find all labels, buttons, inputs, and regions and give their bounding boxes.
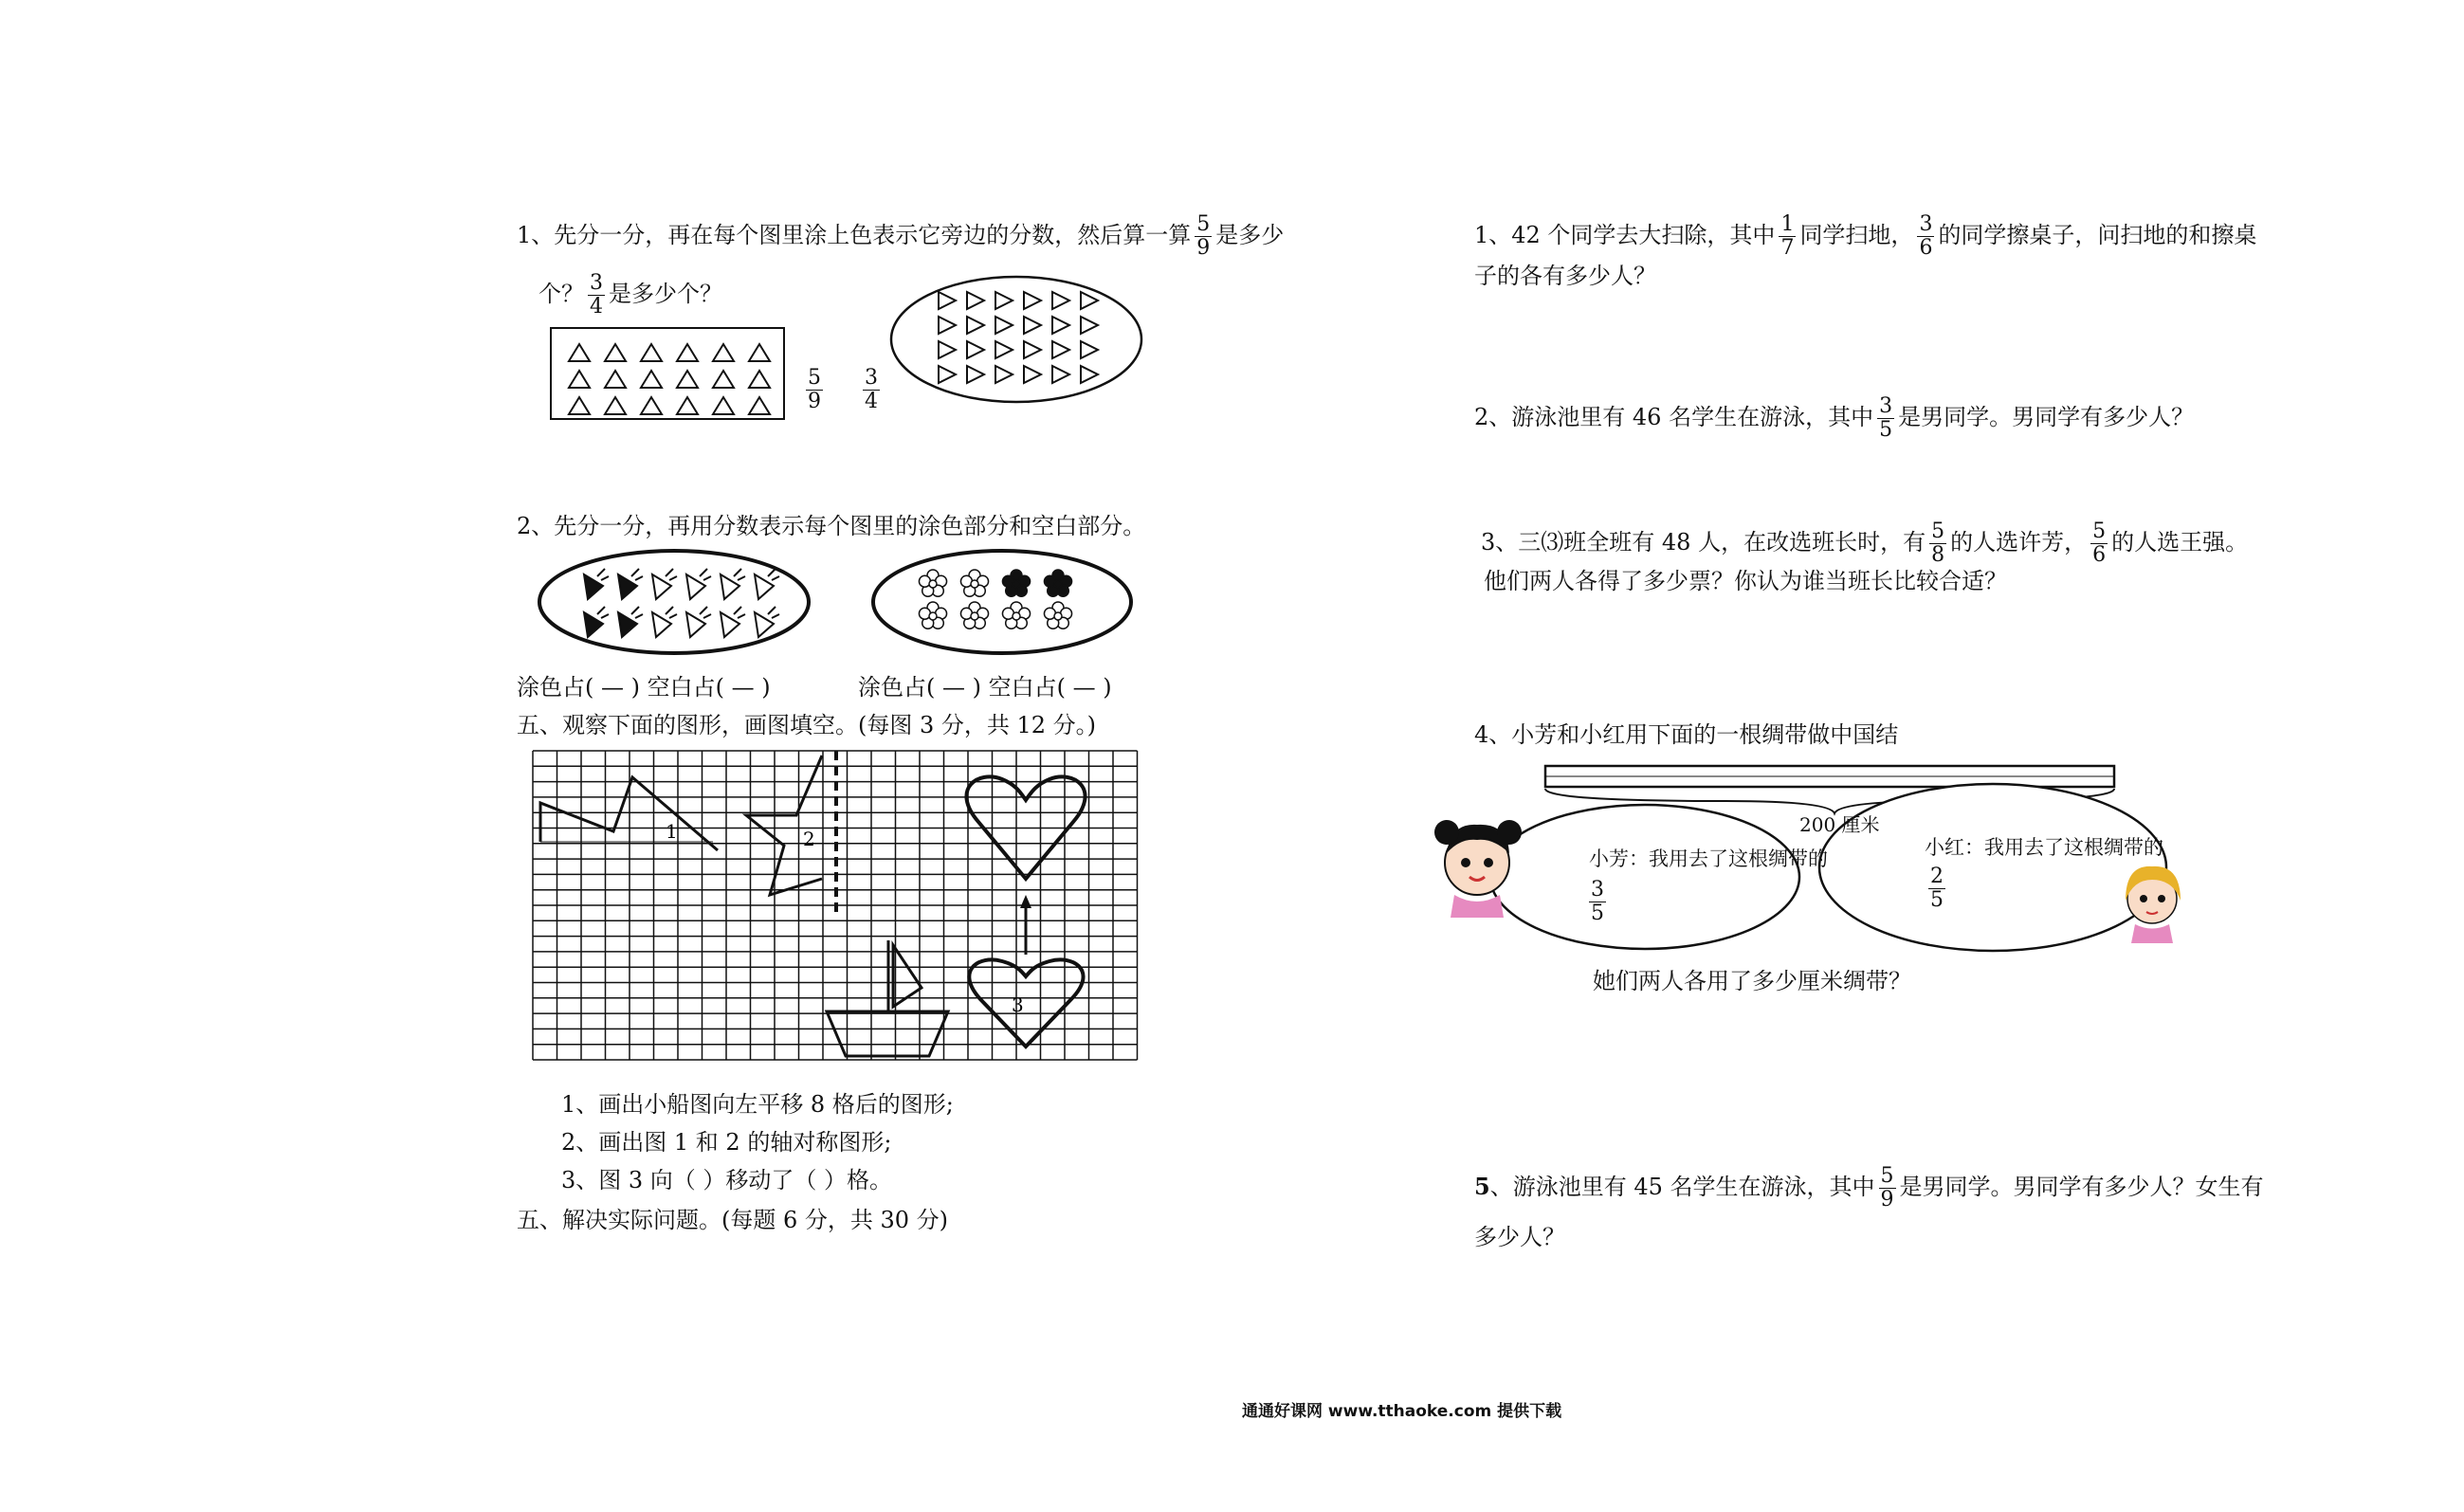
right-triangle-icon bbox=[1052, 292, 1069, 309]
figure-2-label: 2 bbox=[803, 828, 815, 850]
q1-line1 bbox=[517, 214, 1284, 259]
triangle-icon bbox=[569, 344, 590, 361]
triangle-icon bbox=[569, 371, 590, 388]
p2-text-b: 是男同学。男同学有多少人？ bbox=[1898, 404, 2195, 430]
right-triangle-icon bbox=[1081, 317, 1098, 334]
flower-icon bbox=[1044, 602, 1071, 628]
q1-fraction-b: $\frac{3}{4}$ bbox=[590, 271, 603, 319]
triangle-icon bbox=[713, 371, 734, 388]
right-triangle-icon bbox=[939, 366, 956, 383]
flower-icon bbox=[960, 570, 988, 596]
p5-number: 5 bbox=[1474, 1173, 1490, 1200]
q1-text-a: 1、先分一分，再在每个图里涂上色表示它旁边的分数，然后算一算 bbox=[517, 222, 1192, 248]
grid-task-2: 2、画出图 1 和 2 的轴对称图形; bbox=[561, 1129, 892, 1156]
triangle-icon bbox=[641, 344, 662, 361]
carrot-icon bbox=[652, 607, 677, 637]
triangle-icon bbox=[677, 344, 698, 361]
p5-line2: 多少人？ bbox=[1474, 1224, 1565, 1250]
section5-title: 五、观察下面的图形，画图填空。(每图 3 分，共 12 分。) bbox=[517, 712, 1097, 738]
p3-text-b: 的人选许芳， bbox=[1950, 529, 2088, 556]
speech-bubble-left bbox=[1490, 805, 1799, 949]
p2-line bbox=[1474, 396, 2194, 441]
right-triangle-icon bbox=[1081, 366, 1098, 383]
triangle-icon bbox=[569, 397, 590, 414]
flower-icon bbox=[1002, 602, 1030, 628]
triangle-icon bbox=[749, 344, 770, 361]
right-triangle-icon bbox=[1024, 366, 1041, 383]
q2-answer-left: 涂色占( — ) 空白占( — ) bbox=[517, 674, 771, 701]
grid-task-1: 1、画出小船图向左平移 8 格后的图形; bbox=[561, 1091, 954, 1118]
heart-bottom bbox=[969, 959, 1083, 1047]
carrot-icon bbox=[584, 569, 609, 599]
figure-1-label: 1 bbox=[666, 820, 678, 843]
bubble-left-text: 小芳：我用去了这根绸带的 bbox=[1589, 847, 1828, 870]
carrot-icon bbox=[755, 607, 779, 637]
right-triangle-icon bbox=[1052, 366, 1069, 383]
p3-text-a: 3、三⑶班全班有 48 人，在改选班长时，有 bbox=[1481, 529, 1926, 556]
right-triangle-icon bbox=[1081, 341, 1098, 358]
triangle-icon bbox=[605, 397, 626, 414]
star-icon bbox=[1044, 570, 1071, 596]
p1-fraction-2: $\frac{3}{6}$ bbox=[1919, 212, 1933, 260]
p5-fraction: $\frac{5}{9}$ bbox=[1880, 1164, 1894, 1211]
right-triangle-icon bbox=[939, 292, 956, 309]
right-triangle-icon bbox=[1024, 292, 1041, 309]
right-triangle-icon bbox=[1081, 292, 1098, 309]
right-triangle-icon bbox=[1052, 341, 1069, 358]
q1-label-five-ninths: $\frac{5}{9}$ bbox=[808, 366, 821, 413]
triangle-icon bbox=[605, 371, 626, 388]
q1-label-three-quarters: $\frac{3}{4}$ bbox=[865, 366, 878, 413]
p4-question: 她们两人各用了多少厘米绸带？ bbox=[1593, 968, 1911, 994]
flower-icon bbox=[919, 602, 946, 628]
p3-line2: 他们两人各得了多少票？你认为谁当班长比较合适？ bbox=[1484, 568, 2007, 594]
carrot-icon bbox=[686, 607, 711, 637]
right-triangle-icon bbox=[1024, 317, 1041, 334]
q2-text: 2、先分一分，再用分数表示每个图里的涂色部分和空白部分。 bbox=[517, 513, 1146, 539]
right-triangle-icon bbox=[1052, 317, 1069, 334]
triangle-icon bbox=[641, 397, 662, 414]
flower-icon bbox=[919, 570, 946, 596]
triangle-icon bbox=[677, 397, 698, 414]
p2-fraction: $\frac{3}{5}$ bbox=[1879, 394, 1893, 442]
q1-line2 bbox=[538, 273, 722, 318]
p5-line1 bbox=[1474, 1166, 2264, 1211]
p1-fraction-1: $\frac{1}{7}$ bbox=[1780, 212, 1795, 260]
right-triangle-icon bbox=[967, 292, 984, 309]
right-triangle-icon bbox=[967, 366, 984, 383]
carrot-ellipse-figure bbox=[537, 548, 812, 657]
figure-3-label: 3 bbox=[1012, 993, 1024, 1016]
p4-line1: 4、小芳和小红用下面的一根绸带做中国结 bbox=[1474, 721, 1899, 748]
right-triangle-icon bbox=[995, 366, 1013, 383]
bubble-right-text: 小红：我用去了这根绸带的 bbox=[1925, 836, 2163, 859]
flower-icon bbox=[960, 602, 988, 628]
carrot-icon bbox=[721, 607, 745, 637]
right-triangle-icon bbox=[939, 317, 956, 334]
carrot-icon bbox=[721, 569, 745, 599]
p1-text-b: 同学扫地， bbox=[1799, 222, 1914, 248]
triangle-icon bbox=[641, 371, 662, 388]
bubble-right-fraction: $\frac{2}{5}$ bbox=[1930, 865, 1944, 912]
star-icon bbox=[1002, 570, 1030, 596]
triangle-icon bbox=[749, 371, 770, 388]
right-triangle-icon bbox=[967, 317, 984, 334]
triangle-icon bbox=[605, 344, 626, 361]
triangle-icon bbox=[749, 397, 770, 414]
carrot-icon bbox=[755, 569, 779, 599]
triangle-icon bbox=[677, 371, 698, 388]
section-solve-title: 五、解决实际问题。(每题 6 分，共 30 分) bbox=[517, 1207, 949, 1233]
boat-hull bbox=[827, 1011, 948, 1056]
right-triangle-icon bbox=[995, 292, 1013, 309]
p1-line1 bbox=[1474, 214, 2256, 259]
q1-text-b: 是多少 bbox=[1215, 222, 1285, 248]
triangle-icon bbox=[713, 397, 734, 414]
right-triangle-icon bbox=[939, 341, 956, 358]
carrot-icon bbox=[618, 607, 643, 637]
rectangle-outline bbox=[551, 328, 784, 419]
carrot-icon bbox=[618, 569, 643, 599]
grid-task-3: 3、图 3 向（ ）移动了（ ）格。 bbox=[561, 1167, 893, 1193]
p1-line2: 子的各有多少人？ bbox=[1474, 263, 1656, 289]
flower-ellipse-figure bbox=[870, 548, 1136, 657]
q1-text-c: 个？ bbox=[538, 281, 584, 307]
right-triangle-icon bbox=[995, 341, 1013, 358]
right-triangle-icon bbox=[1024, 341, 1041, 358]
p1-text-c: 的同学擦桌子，问扫地的和擦桌 bbox=[1938, 222, 2257, 248]
p3-text-c: 的人选王强。 bbox=[2111, 529, 2249, 556]
q1-fraction-a: $\frac{5}{9}$ bbox=[1196, 212, 1211, 260]
footer-credit: 通通好课网 www.tthaoke.com 提供下载 bbox=[1242, 1402, 1562, 1421]
p3-fraction-2: $\frac{5}{6}$ bbox=[2092, 519, 2107, 567]
triangle-rectangle-figure bbox=[550, 327, 787, 422]
girl-xiaohong-icon bbox=[2126, 866, 2181, 943]
q2-answer-right: 涂色占( — ) 空白占( — ) bbox=[858, 674, 1112, 701]
p5-text-a: 、游泳池里有 45 名学生在游泳，其中 bbox=[1489, 1174, 1875, 1200]
carrot-icon bbox=[652, 569, 677, 599]
ellipse-outline bbox=[891, 277, 1141, 402]
carrot-icon bbox=[686, 569, 711, 599]
p2-text-a: 2、游泳池里有 46 名学生在游泳，其中 bbox=[1474, 404, 1874, 430]
ribbon-length-label: 200 厘米 bbox=[1799, 813, 1880, 836]
q1-text-d: 是多少个？ bbox=[609, 281, 722, 307]
p5-text-b: 是男同学。男同学有多少人？女生有 bbox=[1899, 1174, 2264, 1200]
grid-figure bbox=[533, 751, 1149, 1064]
p3-line1 bbox=[1481, 521, 2248, 566]
p1-text-a: 1、42 个同学去大扫除，其中 bbox=[1474, 222, 1776, 248]
triangle-icon bbox=[713, 344, 734, 361]
carrot-icon bbox=[584, 607, 609, 637]
p3-fraction-1: $\frac{5}{8}$ bbox=[1931, 519, 1945, 567]
right-triangle-icon bbox=[995, 317, 1013, 334]
bubble-left-fraction: $\frac{3}{5}$ bbox=[1591, 878, 1604, 925]
right-triangle-icon bbox=[967, 341, 984, 358]
triangle-ellipse-figure bbox=[889, 275, 1145, 408]
